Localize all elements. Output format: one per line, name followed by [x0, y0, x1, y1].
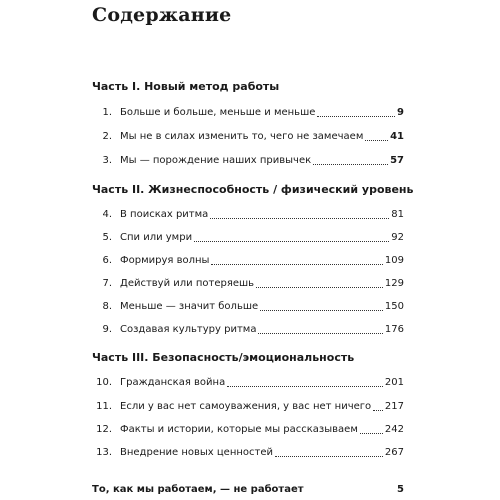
chapter-title: Факты и истории, которые мы рассказываем [120, 424, 358, 435]
footer-page-number: 5 [397, 484, 404, 495]
dot-leader [365, 140, 388, 141]
dot-leader [256, 287, 383, 288]
dot-leader [317, 116, 395, 117]
chapter-title: Создавая культуру ритма [120, 324, 257, 335]
chapter-number: 2. [102, 131, 112, 142]
page-number: 217 [384, 401, 404, 412]
page-number: 150 [384, 301, 404, 312]
page-number: 57 [390, 155, 404, 166]
page-footer [92, 484, 404, 495]
dot-leader [360, 433, 383, 434]
toc-entry [92, 254, 404, 267]
dot-leader [275, 456, 383, 457]
dot-leader [194, 241, 389, 242]
page-number: 176 [384, 324, 404, 335]
toc-entry [92, 231, 404, 244]
toc-entry [92, 130, 404, 143]
chapter-number: 9. [102, 324, 112, 335]
toc-entry [92, 277, 404, 290]
chapter-number: 3. [102, 155, 112, 166]
page-number: 267 [384, 447, 404, 458]
dot-leader [313, 164, 388, 165]
dot-leader [260, 310, 383, 311]
chapter-number: 13. [96, 447, 112, 458]
toc-entry [92, 106, 404, 119]
chapter-number: 10. [96, 377, 112, 388]
toc-entry [92, 323, 404, 336]
toc-entry [92, 446, 404, 459]
dot-leader [373, 410, 383, 411]
chapter-title: Формируя волны [120, 255, 210, 266]
part-heading: Часть III. Безопасность/эмоциональность [92, 351, 355, 364]
chapter-title: Действуй или потеряешь [120, 278, 255, 289]
chapter-number: 12. [96, 424, 112, 435]
chapter-title: Меньше — значит больше [120, 301, 259, 312]
part-heading: Часть II. Жизнеспособность / физический уровень [92, 183, 414, 196]
chapter-number: 7. [102, 278, 112, 289]
page-number: 201 [384, 377, 404, 388]
chapter-title: Больше и больше, меньше и меньше [120, 107, 316, 118]
chapter-title: Гражданская война [120, 377, 226, 388]
page-number: 41 [390, 131, 404, 142]
chapter-title: Если у вас нет самоуважения, у вас нет ничего [120, 401, 372, 412]
dot-leader [227, 386, 383, 387]
part-heading: Часть I. Новый метод работы [92, 80, 280, 93]
running-title: То, как мы работаем, — не работает [92, 484, 304, 495]
dot-leader [258, 333, 382, 334]
chapter-title: Внедрение новых ценностей [120, 447, 274, 458]
page-number: 109 [384, 255, 404, 266]
page-number: 242 [384, 424, 404, 435]
dot-leader [210, 218, 389, 219]
chapter-number: 4. [102, 209, 112, 220]
toc-entry [92, 400, 404, 413]
chapter-number: 1. [102, 107, 112, 118]
chapter-number: 11. [96, 401, 112, 412]
toc-entry [92, 208, 404, 221]
chapter-number: 6. [102, 255, 112, 266]
toc-entry [92, 300, 404, 313]
page-number: 9 [397, 107, 404, 118]
page-number: 129 [384, 278, 404, 289]
chapter-number: 8. [102, 301, 112, 312]
toc-entry [92, 423, 404, 436]
page-title: Содержание [92, 4, 232, 26]
chapter-title: Спи или умри [120, 232, 193, 243]
dot-leader [211, 264, 382, 265]
chapter-title: Мы не в силах изменить то, чего не замечаем [120, 131, 364, 142]
toc-entry [92, 376, 404, 389]
toc-entry [92, 154, 404, 167]
chapter-title: В поисках ритма [120, 209, 209, 220]
page-number: 81 [391, 209, 404, 220]
chapter-title: Мы — порождение наших привычек [120, 155, 312, 166]
chapter-number: 5. [102, 232, 112, 243]
page-number: 92 [391, 232, 404, 243]
